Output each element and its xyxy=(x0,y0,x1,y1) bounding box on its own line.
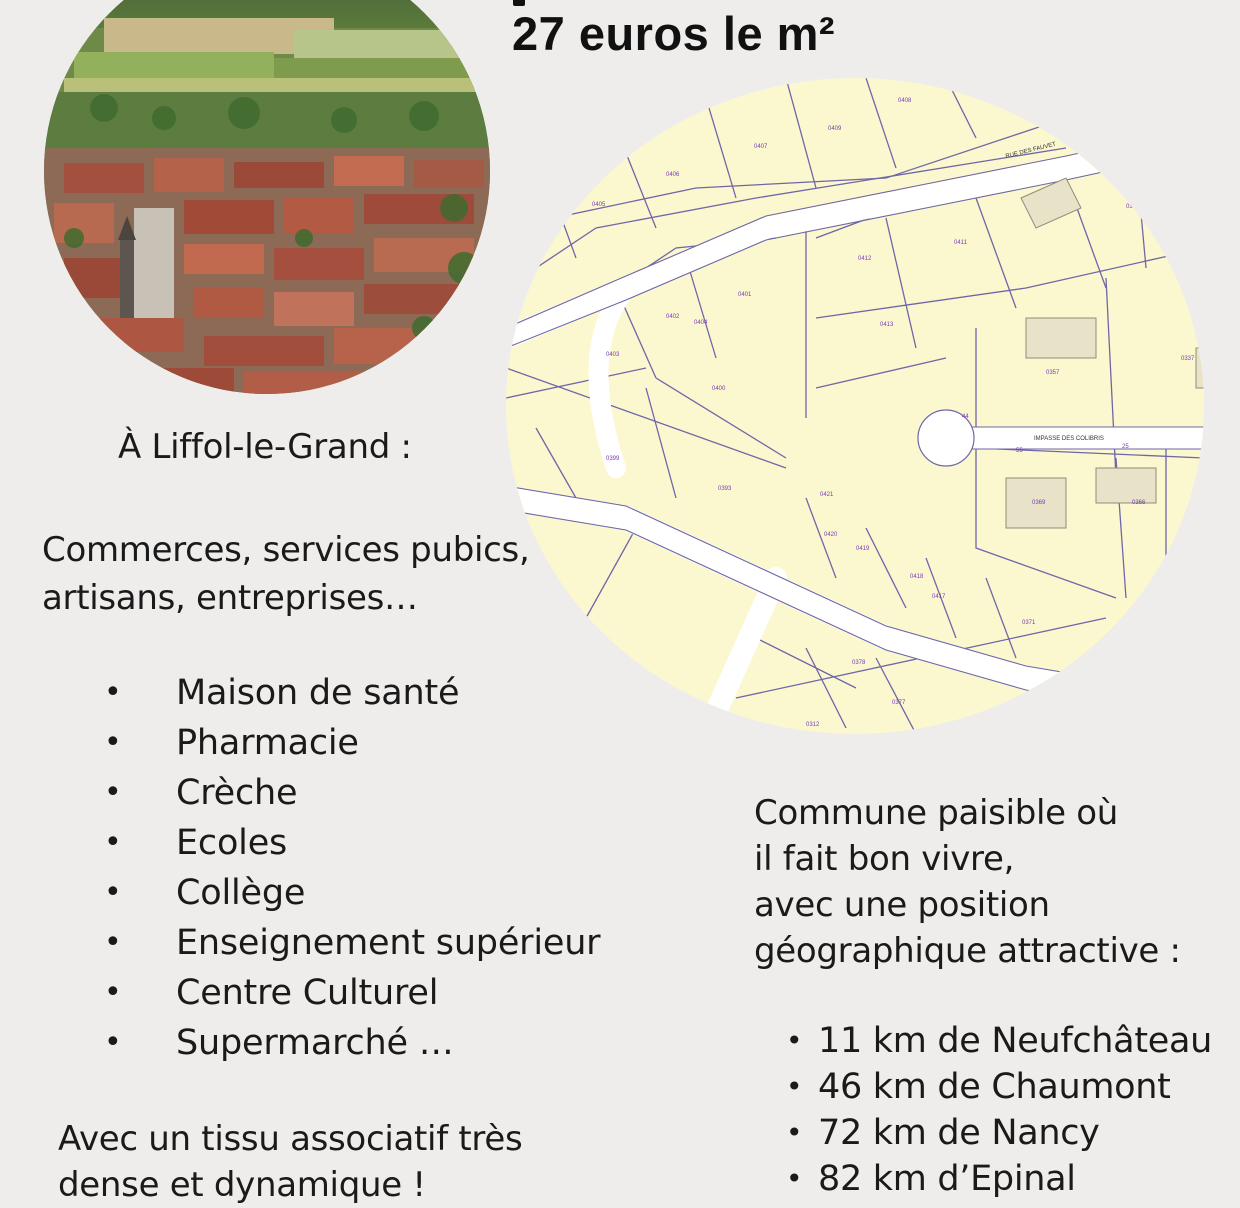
amenity-label: Maison de santé xyxy=(176,673,460,713)
parcel-number: 0412 xyxy=(858,256,872,262)
parcel-number: 0312 xyxy=(806,722,820,728)
parcel-number: 01 xyxy=(1188,294,1195,300)
amenity-label: Enseignement supérieur xyxy=(176,923,601,963)
parcel-number: 0337 xyxy=(1181,356,1195,362)
services-line-2: artisans, entreprises… xyxy=(42,578,418,618)
association-text xyxy=(58,1116,522,1208)
parcel-number: 0357 xyxy=(1046,370,1060,376)
parcel-number: 0421 xyxy=(820,492,834,498)
parcel-number: 0387 xyxy=(1126,204,1140,210)
parcel-number: 0399 xyxy=(606,456,620,462)
bullet: • xyxy=(786,1116,803,1149)
parcel-number: 0393 xyxy=(718,486,732,492)
bullet: • xyxy=(104,825,122,860)
parcel-number: 0420 xyxy=(824,532,838,538)
assoc-line-2: dense et dynamique ! xyxy=(58,1165,426,1205)
services-text xyxy=(42,526,529,622)
parcel-number: 55 xyxy=(1016,448,1023,454)
parcel-number: 0411 xyxy=(954,240,967,246)
amenity-label: Crèche xyxy=(176,773,298,813)
bullet: • xyxy=(104,1025,122,1060)
aerial-village-photo xyxy=(44,0,490,394)
parcel-number: 0419 xyxy=(856,546,870,552)
commune-line-1: Commune paisible où xyxy=(754,793,1119,833)
services-line-1: Commerces, services pubics, xyxy=(42,530,530,570)
parcel-number: 0402 xyxy=(666,314,680,320)
bullet: • xyxy=(104,975,122,1010)
parcel-number: 0400 xyxy=(712,386,726,392)
distance-label: 46 km de Chaumont xyxy=(818,1067,1171,1107)
bullet: • xyxy=(104,925,122,960)
distance-label: 72 km de Nancy xyxy=(818,1113,1100,1153)
parcel-number: 0413 xyxy=(880,322,894,328)
distance-label: 11 km de Neufchâteau xyxy=(818,1021,1213,1061)
parcel-number: 0371 xyxy=(1022,620,1036,626)
parcel-number: 0417 xyxy=(932,594,946,600)
bullet: • xyxy=(786,1162,803,1195)
intro-text: À Liffol-le-Grand : xyxy=(118,427,412,467)
parcel-number: 0404 xyxy=(694,320,708,326)
amenity-label: Ecoles xyxy=(176,823,288,863)
price-title: 27 euros le m² xyxy=(512,7,836,60)
bullet: • xyxy=(786,1024,803,1057)
bullet: • xyxy=(104,775,122,810)
bullet: • xyxy=(786,1070,803,1103)
distance-label: 82 km d’Epinal xyxy=(818,1159,1076,1199)
parcel-number: 0377 xyxy=(892,700,906,706)
amenity-label: Collège xyxy=(176,873,306,913)
parcel-number: 0403 xyxy=(606,352,620,358)
parcel-number: 0378 xyxy=(852,660,866,666)
parcel-number: 44 xyxy=(962,414,969,420)
parcel-number: 0369 xyxy=(1032,500,1046,506)
parcel-number: 0408 xyxy=(898,98,912,104)
amenity-label: Pharmacie xyxy=(176,723,359,763)
amenity-label: Centre Culturel xyxy=(176,973,439,1013)
commune-line-4: géographique attractive : xyxy=(754,931,1181,971)
cadastral-plot-map xyxy=(506,78,1204,734)
commune-text xyxy=(754,790,1181,974)
parcel-number: 0409 xyxy=(828,126,842,132)
commune-line-2: il fait bon vivre, xyxy=(754,839,1015,879)
parcel-number: 0406 xyxy=(666,172,680,178)
assoc-line-1: Avec un tissu associatif très xyxy=(58,1119,523,1159)
parcel-number: 0407 xyxy=(754,144,768,150)
bullet: • xyxy=(104,675,122,710)
street-label-impasse: IMPASSE DES COLIBRIS xyxy=(1034,436,1104,442)
bullet: • xyxy=(104,875,122,910)
bullet: • xyxy=(104,725,122,760)
amenity-label: Supermarché … xyxy=(176,1023,454,1063)
commune-line-3: avec une position xyxy=(754,885,1050,925)
parcel-number: 25 xyxy=(1122,444,1129,450)
parcel-number: 0418 xyxy=(910,574,924,580)
parcel-number: 0366 xyxy=(1132,500,1146,506)
parcel-number: 0405 xyxy=(592,202,606,208)
parcel-number: 0401 xyxy=(738,292,752,298)
street-label-north: RUE DES FAUVET xyxy=(1005,141,1057,160)
